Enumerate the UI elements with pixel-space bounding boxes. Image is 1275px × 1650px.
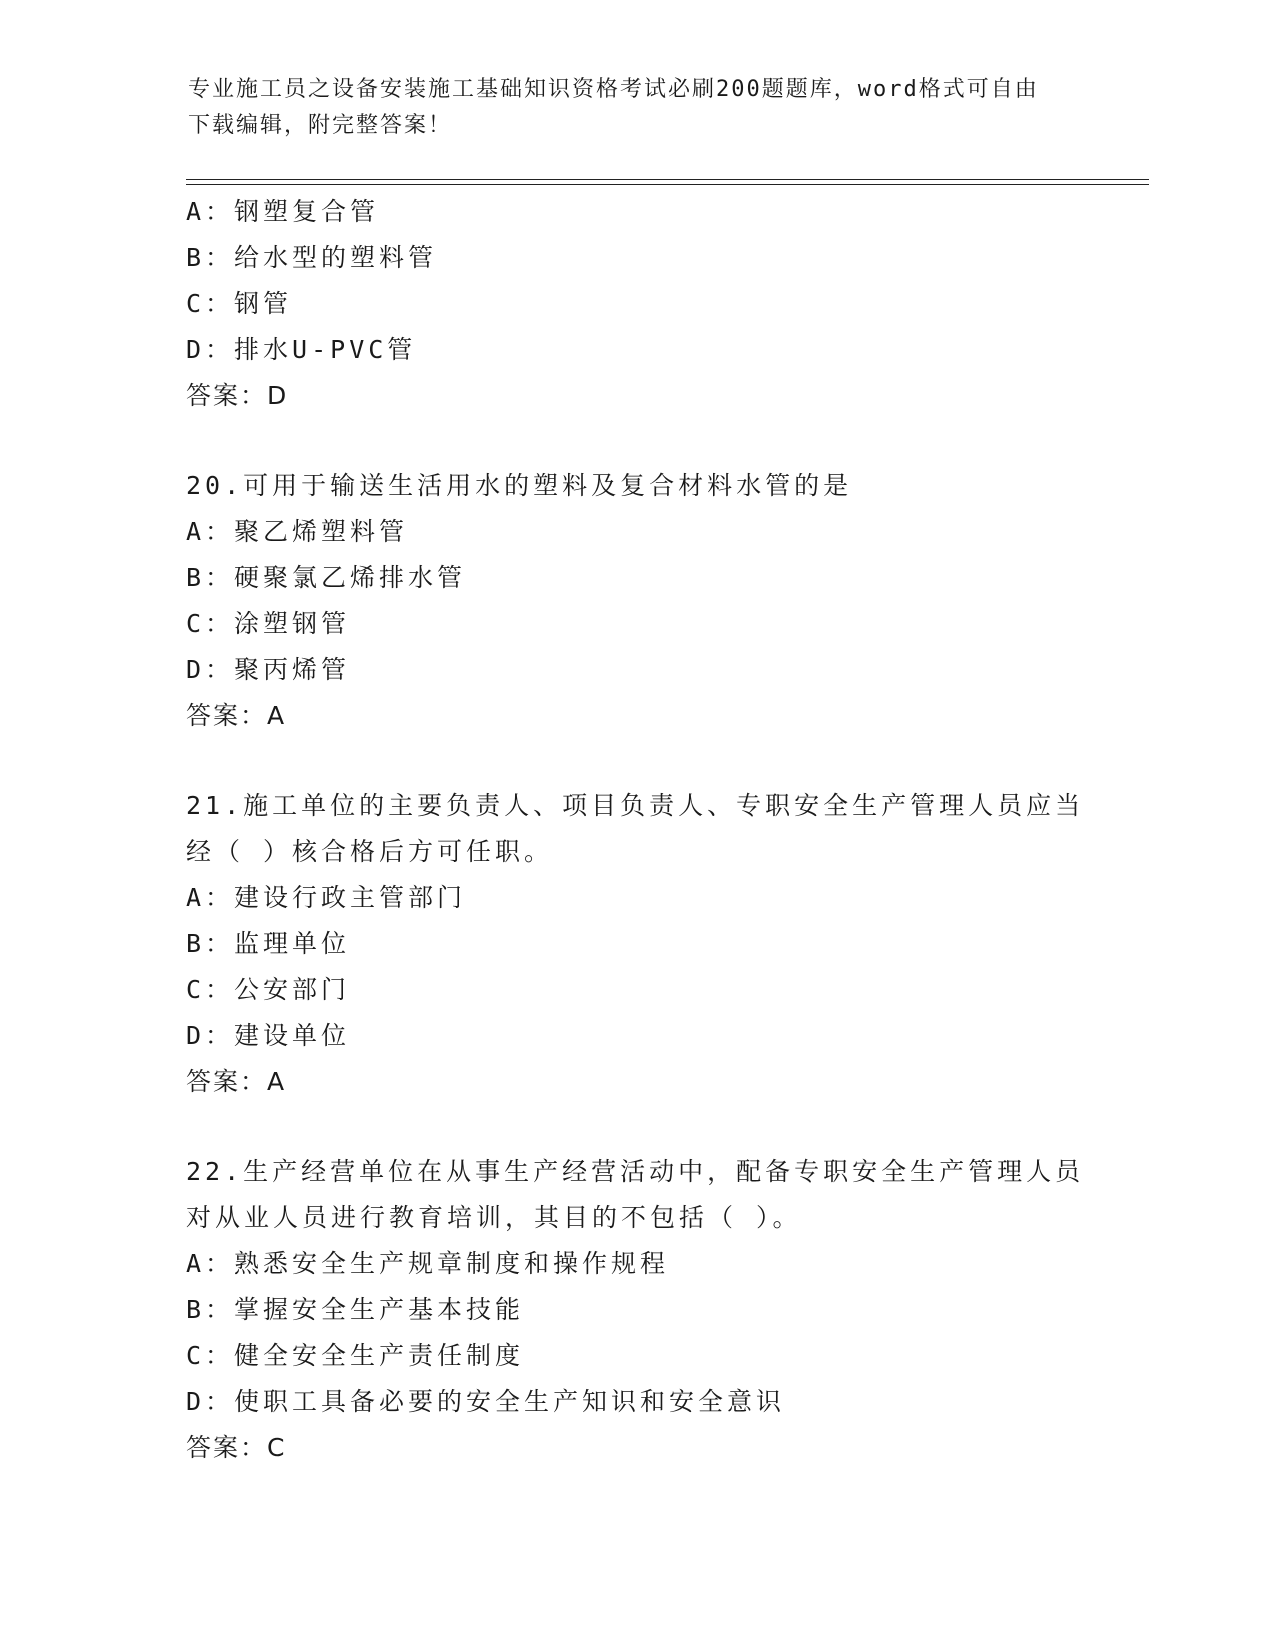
header-divider-top <box>186 179 1149 180</box>
option-a: A：钢塑复合管 <box>186 197 380 226</box>
option-a: A：聚乙烯塑料管 <box>186 517 409 546</box>
header-divider-bottom <box>186 184 1149 185</box>
option-d: D：聚丙烯管 <box>186 655 351 684</box>
answer: 答案：A <box>186 701 287 730</box>
option-c: C：钢管 <box>186 289 293 318</box>
option-d: D：使职工具备必要的安全生产知识和安全意识 <box>186 1387 786 1416</box>
spacer <box>186 419 1146 463</box>
question-21 <box>186 783 1146 1105</box>
question-text-line-1: 21.施工单位的主要负责人、项目负责人、专职安全生产管理人员应当 <box>186 791 1085 820</box>
question-text-line-1: 22.生产经营单位在从事生产经营活动中，配备专职安全生产管理人员 <box>186 1157 1085 1186</box>
option-b: B：给水型的塑料管 <box>186 243 438 272</box>
spacer <box>186 739 1146 783</box>
answer: 答案：C <box>186 1433 287 1462</box>
question-text: 20.可用于输送生活用水的塑料及复合材料水管的是 <box>186 471 853 500</box>
answer: 答案：A <box>186 1067 287 1096</box>
option-b: B：硬聚氯乙烯排水管 <box>186 563 467 592</box>
option-c: C：健全安全生产责任制度 <box>186 1341 525 1370</box>
spacer <box>186 1105 1146 1149</box>
header-line-2: 下载编辑，附完整答案！ <box>188 113 453 138</box>
document-header <box>188 72 1088 144</box>
question-text-line-2: 对从业人员进行教育培训，其目的不包括（ ）。 <box>186 1203 802 1232</box>
option-c: C：涂塑钢管 <box>186 609 351 638</box>
option-d: D：建设单位 <box>186 1021 351 1050</box>
question-list <box>186 189 1146 1471</box>
answer: 答案：D <box>186 381 289 410</box>
question-text-line-2: 经（ ）核合格后方可任职。 <box>186 837 554 866</box>
option-a: A：熟悉安全生产规章制度和操作规程 <box>186 1249 670 1278</box>
option-d: D：排水U-PVC管 <box>186 335 417 364</box>
option-b: B：监理单位 <box>186 929 351 958</box>
option-b: B：掌握安全生产基本技能 <box>186 1295 525 1324</box>
question-19 <box>186 189 1146 419</box>
option-c: C：公安部门 <box>186 975 351 1004</box>
question-22 <box>186 1149 1146 1471</box>
option-a: A：建设行政主管部门 <box>186 883 467 912</box>
question-20 <box>186 463 1146 739</box>
header-line-1: 专业施工员之设备安装施工基础知识资格考试必刷200题题库，word格式可自由 <box>188 77 1039 102</box>
